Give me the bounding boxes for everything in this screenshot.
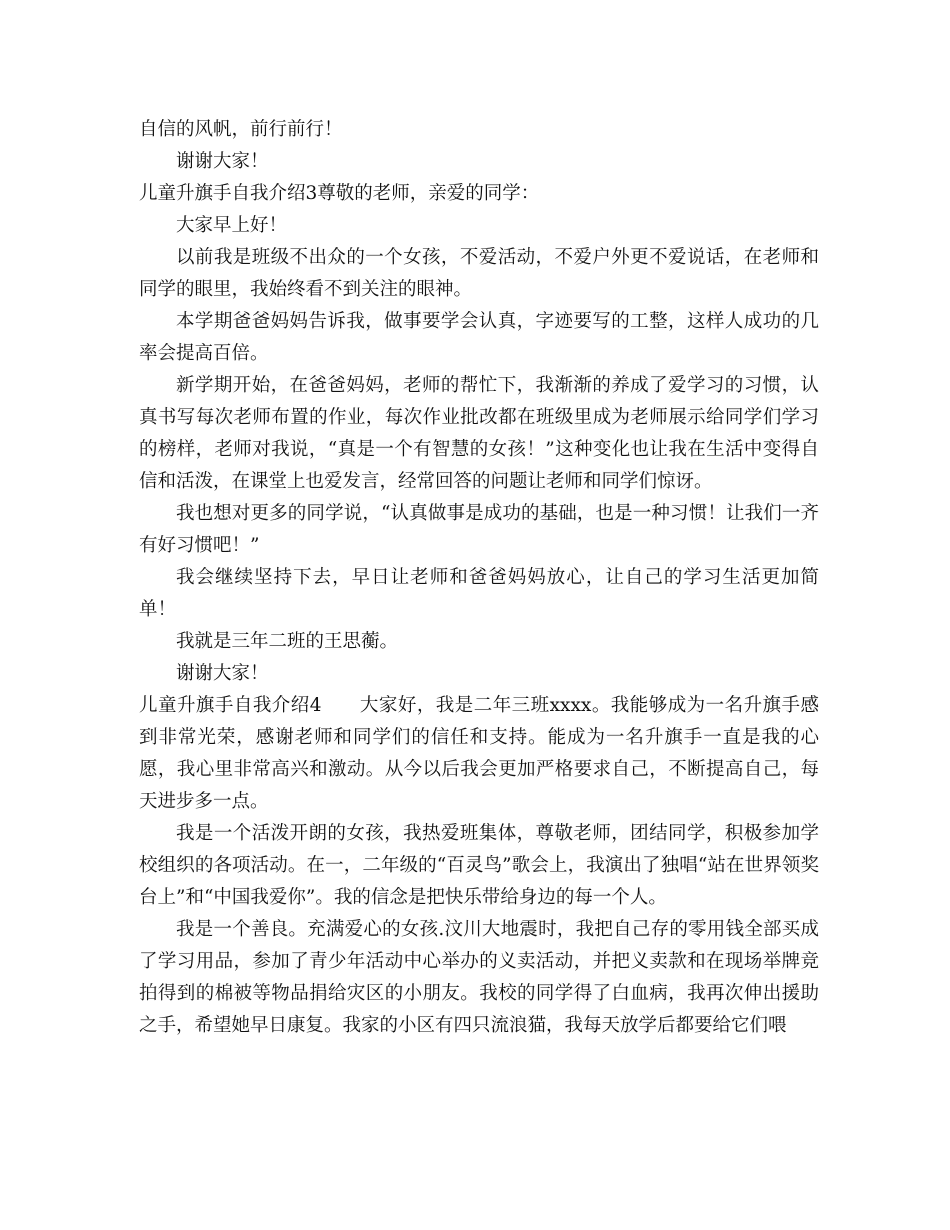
paragraph-4: 大家早上好！ bbox=[176, 215, 288, 236]
paragraph-5: 以前我是班级不出众的一个女孩，不爱活动，不爱户外更不爱说话，在老师和同学的眼里，我始终看不到关注的眼神。 bbox=[139, 247, 819, 300]
section-heading-4: 儿童升旗手自我介绍4 大家好，我是二年三班xxxx。我能够成为一名升旗手感到非常光荣，感谢老师和同学们的信任和支持。能成为一名升旗手一直是我的心愿，我心里非常高兴和激动。从今以后我会更加严格要求自己，不断提高自己，每天进步多一点。 bbox=[139, 695, 819, 812]
paragraph-14: 我是一个善良。充满爱心的女孩.汶川大地震时，我把自己存的零用钱全部买成了学习用品，参加了青少年活动中心举办的义卖活动，并把义卖款和在现场举牌竞拍得到的棉被等物品捐给灾区的小朋友。我校的同学得了白血病，我再次伸出援助之手，希望她早日康复。我家的小区有四只流浪猫，我每天放学后都要给它们喂 bbox=[139, 919, 819, 1036]
paragraph-6: 本学期爸爸妈妈告诉我，做事要学会认真，字迹要写的工整，这样人成功的几率会提高百倍。 bbox=[139, 311, 819, 364]
paragraph-10: 我就是三年二班的王思蘅。 bbox=[176, 631, 399, 652]
paragraph-9: 我会继续坚持下去，早日让老师和爸爸妈妈放心，让自己的学习生活更加简单！ bbox=[139, 567, 819, 620]
paragraph-8: 我也想对更多的同学说，“认真做事是成功的基础，也是一种习惯！让我们一齐有好习惯吧！” bbox=[139, 503, 819, 556]
paragraph-11: 谢谢大家！ bbox=[176, 663, 269, 684]
paragraph-2: 谢谢大家！ bbox=[176, 151, 269, 172]
paragraph-13: 我是一个活泼开朗的女孩，我热爱班集体，尊敬老师，团结同学，积极参加学校组织的各项活动。在一，二年级的“百灵鸟”歌会上，我演出了独唱“站在世界领奖台上”和“中国我爱你”。我的信念是把快乐带给身边的每一个人。 bbox=[139, 823, 819, 908]
section-heading-3: 儿童升旗手自我介绍3尊敬的老师，亲爱的同学： bbox=[139, 183, 540, 204]
paragraph-1: 自信的风帆，前行前行！ bbox=[139, 119, 343, 140]
document-body bbox=[139, 114, 819, 1042]
paragraph-7: 新学期开始，在爸爸妈妈，老师的帮忙下，我渐渐的养成了爱学习的习惯，认真书写每次老师布置的作业，每次作业批改都在班级里成为老师展示给同学们学习的榜样，老师对我说，“真是一个有智慧的女孩！”这种变化也让我在生活中变得自信和活泼，在课堂上也爱发言，经常回答的问题让老师和同学们惊讶。 bbox=[139, 375, 819, 492]
